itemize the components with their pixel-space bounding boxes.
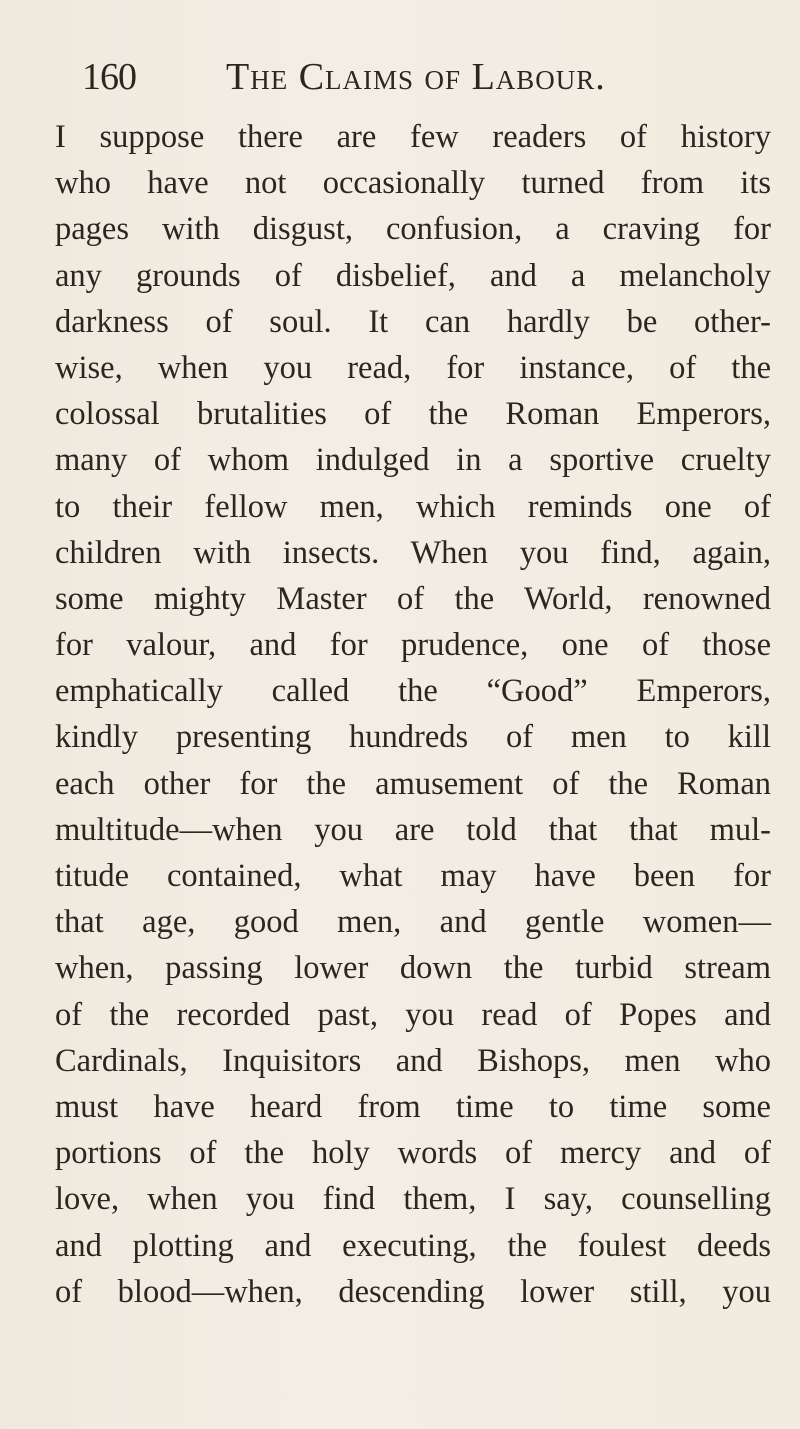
text-line: of the recorded past, you read of Popes and bbox=[55, 996, 771, 1033]
text-line: Cardinals, Inquisitors and Bishops, men who bbox=[55, 1042, 771, 1079]
text-line: titude contained, what may have been for bbox=[55, 858, 771, 894]
text-line: emphatically called the “Good” Emperors, bbox=[55, 673, 771, 710]
page-header bbox=[82, 52, 722, 102]
text-line: many of whom indulged in a sportive cruelty bbox=[55, 442, 771, 479]
text-line: colossal brutalities of the Roman Emperors, bbox=[55, 396, 771, 433]
text-line: any grounds of disbelief, and a melancholy bbox=[55, 257, 771, 294]
page-number: 160 bbox=[82, 56, 136, 98]
text-line: of blood—when, descending lower still, you bbox=[55, 1273, 771, 1310]
text-line: each other for the amusement of the Roman bbox=[55, 765, 771, 802]
text-line: pages with disgust, confusion, a craving for bbox=[55, 211, 771, 248]
text-line: children with insects. When you find, again, bbox=[55, 534, 771, 571]
text-line: to their fellow men, which reminds one of bbox=[55, 488, 771, 525]
text-line: must have heard from time to time some bbox=[55, 1088, 771, 1125]
text-line: and plotting and executing, the foulest deeds bbox=[55, 1227, 771, 1264]
text-line: who have not occasionally turned from its bbox=[55, 165, 771, 202]
text-line: that age, good men, and gentle women— bbox=[55, 904, 771, 941]
text-line: for valour, and for prudence, one of those bbox=[55, 627, 771, 664]
text-line: love, when you find them, I say, counselling bbox=[55, 1181, 771, 1218]
text-line: multitude—when you are told that that mul- bbox=[55, 811, 771, 848]
text-line: darkness of soul. It can hardly be other- bbox=[55, 303, 771, 340]
body-text bbox=[55, 114, 771, 1315]
text-line: I suppose there are few readers of history bbox=[55, 119, 771, 155]
text-line: portions of the holy words of mercy and of bbox=[55, 1135, 771, 1172]
text-line: kindly presenting hundreds of men to kill bbox=[55, 719, 771, 756]
text-line: when, passing lower down the turbid stream bbox=[55, 950, 771, 987]
running-title: The Claims of Labour. bbox=[226, 56, 606, 98]
text-line: some mighty Master of the World, renowned bbox=[55, 580, 771, 617]
text-line: wise, when you read, for instance, of the bbox=[55, 349, 771, 386]
